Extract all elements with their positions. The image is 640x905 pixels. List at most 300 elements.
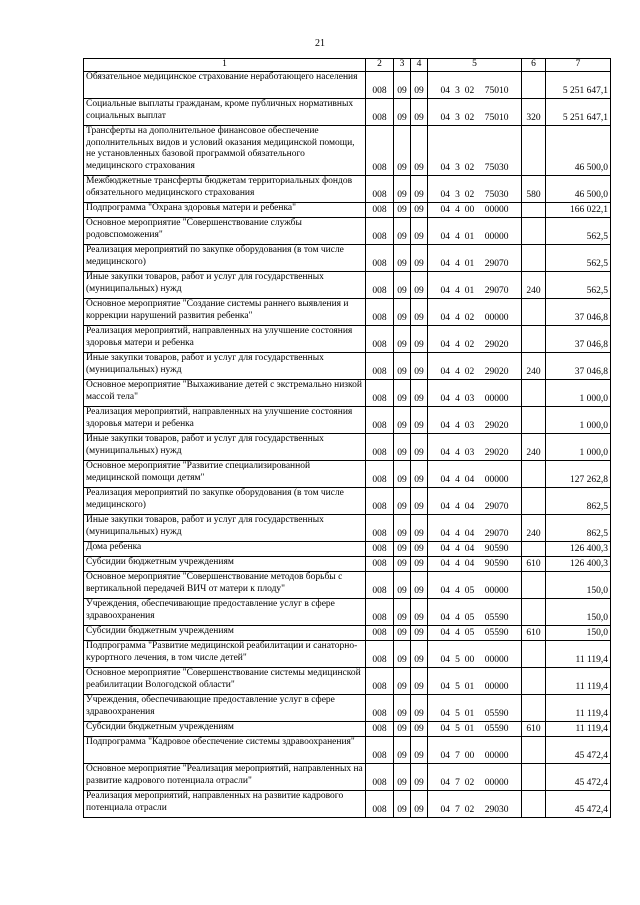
expense-type-code: 240	[522, 514, 546, 541]
col-4-code: 09	[411, 71, 428, 98]
article-code-part: 90590	[484, 559, 509, 569]
article-code-part: 04	[440, 475, 450, 485]
col-3-code: 09	[394, 514, 411, 541]
target-article-code	[428, 175, 522, 202]
amount: 166 022,1	[546, 202, 611, 217]
article-code-part: 01	[464, 286, 475, 296]
amount: 562,5	[546, 271, 611, 298]
row-name: Основное мероприятие "Совершенствование службы родовспоможения"	[84, 217, 366, 244]
article-code-part: 05590	[484, 613, 509, 623]
amount: 126 400,3	[546, 556, 611, 571]
article-code-part: 5	[455, 709, 460, 719]
header-cell: 4	[411, 59, 428, 72]
article-code-part: 4	[455, 475, 460, 485]
article-code-part: 02	[464, 190, 475, 200]
expense-type-code	[522, 667, 546, 694]
col-4-code: 09	[411, 556, 428, 571]
article-code-part: 75010	[484, 113, 509, 123]
col-3-code: 09	[394, 487, 411, 514]
article-code-part: 04	[440, 544, 450, 554]
col-2-code: 008	[366, 487, 394, 514]
col-3-code: 09	[394, 640, 411, 667]
target-article-code	[428, 625, 522, 640]
expense-type-code	[522, 325, 546, 352]
article-code-part: 02	[464, 367, 475, 377]
article-code-part: 01	[464, 724, 475, 734]
article-code-part: 00	[464, 655, 475, 665]
article-code-part: 05590	[484, 628, 509, 638]
row-name: Реализация мероприятий, направленных на развитие кадрового потенциала отрасли	[84, 790, 366, 817]
article-code-part: 04	[440, 805, 450, 815]
target-article-code	[428, 71, 522, 98]
article-code-part: 04	[440, 613, 450, 623]
col-3-code: 09	[394, 202, 411, 217]
col-3-code: 09	[394, 625, 411, 640]
header-cell: 2	[366, 59, 394, 72]
expense-type-code	[522, 379, 546, 406]
expense-type-code	[522, 736, 546, 763]
article-code-part: 04	[440, 86, 450, 96]
article-code-part: 01	[464, 259, 475, 269]
target-article-code	[428, 325, 522, 352]
col-4-code: 09	[411, 271, 428, 298]
expense-type-code	[522, 571, 546, 598]
row-name: Иные закупки товаров, работ и услуг для государственных (муниципальных) нужд	[84, 514, 366, 541]
article-code-part: 04	[440, 163, 450, 173]
col-2-code: 008	[366, 406, 394, 433]
amount: 45 472,4	[546, 790, 611, 817]
col-2-code: 008	[366, 541, 394, 556]
expense-type-code	[522, 598, 546, 625]
target-article-code	[428, 736, 522, 763]
article-code-part: 04	[440, 313, 450, 323]
target-article-code	[428, 406, 522, 433]
article-code-part: 4	[455, 448, 460, 458]
target-article-code	[428, 487, 522, 514]
amount: 11 119,4	[546, 640, 611, 667]
article-code-part: 3	[455, 163, 460, 173]
amount: 1 000,0	[546, 406, 611, 433]
expense-type-code	[522, 460, 546, 487]
article-code-part: 02	[464, 778, 475, 788]
col-2-code: 008	[366, 71, 394, 98]
col-4-code: 09	[411, 721, 428, 736]
expense-type-code: 610	[522, 625, 546, 640]
article-code-part: 04	[440, 529, 450, 539]
article-code-part: 03	[464, 421, 475, 431]
col-3-code: 09	[394, 271, 411, 298]
col-3-code: 09	[394, 175, 411, 202]
article-code-part: 29020	[484, 367, 509, 377]
article-code-part: 00000	[484, 232, 509, 242]
row-name: Иные закупки товаров, работ и услуг для государственных (муниципальных) нужд	[84, 352, 366, 379]
article-code-part: 4	[455, 502, 460, 512]
row-name: Учреждения, обеспечивающие предоставление услуг в сфере здравоохранения	[84, 598, 366, 625]
article-code-part: 04	[440, 751, 450, 761]
row-name: Иные закупки товаров, работ и услуг для государственных (муниципальных) нужд	[84, 271, 366, 298]
col-2-code: 008	[366, 694, 394, 721]
article-code-part: 7	[455, 778, 460, 788]
article-code-part: 04	[440, 586, 450, 596]
article-code-part: 4	[455, 259, 460, 269]
col-2-code: 008	[366, 325, 394, 352]
article-code-part: 05590	[484, 724, 509, 734]
table-row	[84, 721, 611, 736]
target-article-code	[428, 571, 522, 598]
col-2-code: 008	[366, 98, 394, 125]
article-code-part: 29030	[484, 805, 509, 815]
col-4-code: 09	[411, 694, 428, 721]
table-row	[84, 433, 611, 460]
article-code-part: 02	[464, 163, 475, 173]
article-code-part: 5	[455, 682, 460, 692]
col-3-code: 09	[394, 71, 411, 98]
article-code-part: 4	[455, 613, 460, 623]
article-code-part: 04	[464, 559, 475, 569]
article-code-part: 04	[440, 394, 450, 404]
target-article-code	[428, 98, 522, 125]
target-article-code	[428, 352, 522, 379]
target-article-code	[428, 667, 522, 694]
article-code-part: 4	[455, 628, 460, 638]
amount: 862,5	[546, 514, 611, 541]
amount: 150,0	[546, 571, 611, 598]
col-2-code: 008	[366, 721, 394, 736]
col-2-code: 008	[366, 763, 394, 790]
article-code-part: 3	[455, 190, 460, 200]
row-name: Субсидии бюджетным учреждениям	[84, 556, 366, 571]
row-name: Реализация мероприятий, направленных на улучшение состояния здоровья матери и ребенка	[84, 406, 366, 433]
col-4-code: 09	[411, 541, 428, 556]
article-code-part: 04	[440, 113, 450, 123]
article-code-part: 04	[440, 259, 450, 269]
expense-type-code	[522, 244, 546, 271]
amount: 46 500,0	[546, 125, 611, 175]
col-3-code: 09	[394, 125, 411, 175]
article-code-part: 05	[464, 613, 475, 623]
article-code-part: 04	[440, 682, 450, 692]
article-code-part: 04	[440, 709, 450, 719]
article-code-part: 29070	[484, 529, 509, 539]
row-name: Подпрограмма "Кадровое обеспечение системы здравоохранения"	[84, 736, 366, 763]
table-row	[84, 298, 611, 325]
col-4-code: 09	[411, 433, 428, 460]
col-4-code: 09	[411, 625, 428, 640]
expense-type-code	[522, 763, 546, 790]
col-3-code: 09	[394, 379, 411, 406]
col-4-code: 09	[411, 598, 428, 625]
article-code-part: 04	[440, 286, 450, 296]
amount: 862,5	[546, 487, 611, 514]
article-code-part: 02	[464, 113, 475, 123]
article-code-part: 75010	[484, 86, 509, 96]
target-article-code	[428, 217, 522, 244]
table-row	[84, 98, 611, 125]
table-row	[84, 541, 611, 556]
article-code-part: 00000	[484, 586, 509, 596]
article-code-part: 00000	[484, 475, 509, 485]
article-code-part: 4	[455, 205, 460, 215]
article-code-part: 04	[464, 475, 475, 485]
article-code-part: 4	[455, 367, 460, 377]
article-code-part: 75030	[484, 190, 509, 200]
article-code-part: 04	[464, 544, 475, 554]
article-code-part: 4	[455, 559, 460, 569]
col-3-code: 09	[394, 244, 411, 271]
row-name: Социальные выплаты гражданам, кроме публичных нормативных социальных выплат	[84, 98, 366, 125]
table-row	[84, 514, 611, 541]
expense-type-code	[522, 694, 546, 721]
article-code-part: 01	[464, 232, 475, 242]
amount: 37 046,8	[546, 352, 611, 379]
col-3-code: 09	[394, 721, 411, 736]
col-3-code: 09	[394, 325, 411, 352]
target-article-code	[428, 271, 522, 298]
expense-type-code	[522, 406, 546, 433]
article-code-part: 00	[464, 205, 475, 215]
expense-type-code	[522, 790, 546, 817]
article-code-part: 29070	[484, 286, 509, 296]
col-4-code: 09	[411, 98, 428, 125]
article-code-part: 01	[464, 682, 475, 692]
col-3-code: 09	[394, 556, 411, 571]
article-code-part: 04	[440, 205, 450, 215]
article-code-part: 00000	[484, 751, 509, 761]
article-code-part: 04	[440, 421, 450, 431]
col-4-code: 09	[411, 298, 428, 325]
amount: 562,5	[546, 244, 611, 271]
expense-type-code	[522, 125, 546, 175]
table-row	[84, 125, 611, 175]
col-3-code: 09	[394, 541, 411, 556]
col-4-code: 09	[411, 667, 428, 694]
table-row	[84, 556, 611, 571]
amount: 11 119,4	[546, 694, 611, 721]
article-code-part: 5	[455, 655, 460, 665]
col-4-code: 09	[411, 640, 428, 667]
target-article-code	[428, 694, 522, 721]
article-code-part: 4	[455, 529, 460, 539]
article-code-part: 00000	[484, 778, 509, 788]
article-code-part: 7	[455, 751, 460, 761]
target-article-code	[428, 514, 522, 541]
col-2-code: 008	[366, 640, 394, 667]
col-3-code: 09	[394, 694, 411, 721]
article-code-part: 29070	[484, 502, 509, 512]
col-4-code: 09	[411, 460, 428, 487]
table-row	[84, 379, 611, 406]
header-cell: 7	[546, 59, 611, 72]
header-cell: 1	[84, 59, 366, 72]
row-name: Трансферты на дополнительное финансовое обеспечение дополнительных видов и условий оказания медицинской помощи, не установленных базовой программой обязательного медицинского страхования	[84, 125, 366, 175]
article-code-part: 3	[455, 113, 460, 123]
col-4-code: 09	[411, 379, 428, 406]
article-code-part: 04	[464, 502, 475, 512]
amount: 126 400,3	[546, 541, 611, 556]
amount: 11 119,4	[546, 721, 611, 736]
table-row	[84, 667, 611, 694]
col-2-code: 008	[366, 667, 394, 694]
target-article-code	[428, 541, 522, 556]
col-3-code: 09	[394, 217, 411, 244]
expense-type-code: 240	[522, 352, 546, 379]
article-code-part: 4	[455, 340, 460, 350]
article-code-part: 00000	[484, 394, 509, 404]
col-4-code: 09	[411, 790, 428, 817]
article-code-part: 05	[464, 586, 475, 596]
row-name: Основное мероприятие "Совершенствование методов борьбы с вертикальной передачей ВИЧ от матери к плоду"	[84, 571, 366, 598]
table-row	[84, 790, 611, 817]
table-row	[84, 736, 611, 763]
header-cell: 3	[394, 59, 411, 72]
article-code-part: 00000	[484, 655, 509, 665]
amount: 11 119,4	[546, 667, 611, 694]
table-row	[84, 571, 611, 598]
target-article-code	[428, 125, 522, 175]
col-4-code: 09	[411, 736, 428, 763]
table-row	[84, 406, 611, 433]
row-name: Иные закупки товаров, работ и услуг для государственных (муниципальных) нужд	[84, 433, 366, 460]
amount: 150,0	[546, 625, 611, 640]
target-article-code	[428, 202, 522, 217]
row-name: Реализация мероприятий по закупке оборудования (в том числе медицинского)	[84, 487, 366, 514]
row-name: Учреждения, обеспечивающие предоставление услуг в сфере здравоохранения	[84, 694, 366, 721]
article-code-part: 4	[455, 586, 460, 596]
expense-type-code: 240	[522, 271, 546, 298]
target-article-code	[428, 598, 522, 625]
article-code-part: 04	[464, 529, 475, 539]
target-article-code	[428, 790, 522, 817]
col-2-code: 008	[366, 571, 394, 598]
col-4-code: 09	[411, 175, 428, 202]
col-2-code: 008	[366, 202, 394, 217]
expense-type-code	[522, 298, 546, 325]
amount: 1 000,0	[546, 433, 611, 460]
col-2-code: 008	[366, 298, 394, 325]
table-row	[84, 598, 611, 625]
article-code-part: 00000	[484, 313, 509, 323]
article-code-part: 4	[455, 544, 460, 554]
table-row	[84, 325, 611, 352]
budget-table	[83, 58, 611, 818]
article-code-part: 04	[440, 448, 450, 458]
table-row	[84, 244, 611, 271]
col-2-code: 008	[366, 736, 394, 763]
article-code-part: 04	[440, 628, 450, 638]
table-row	[84, 640, 611, 667]
article-code-part: 01	[464, 709, 475, 719]
amount: 150,0	[546, 598, 611, 625]
article-code-part: 3	[455, 86, 460, 96]
article-code-part: 4	[455, 286, 460, 296]
amount: 37 046,8	[546, 298, 611, 325]
col-3-code: 09	[394, 298, 411, 325]
col-4-code: 09	[411, 763, 428, 790]
article-code-part: 02	[464, 805, 475, 815]
amount: 45 472,4	[546, 736, 611, 763]
col-3-code: 09	[394, 736, 411, 763]
article-code-part: 4	[455, 232, 460, 242]
article-code-part: 04	[440, 340, 450, 350]
target-article-code	[428, 433, 522, 460]
col-3-code: 09	[394, 667, 411, 694]
table-row	[84, 487, 611, 514]
row-name: Субсидии бюджетным учреждениям	[84, 625, 366, 640]
row-name: Основное мероприятие "Совершенствование системы медицинской реабилитации Вологодской области"	[84, 667, 366, 694]
expense-type-code: 320	[522, 98, 546, 125]
article-code-part: 04	[440, 367, 450, 377]
col-2-code: 008	[366, 514, 394, 541]
expense-type-code	[522, 71, 546, 98]
article-code-part: 00000	[484, 682, 509, 692]
col-4-code: 09	[411, 406, 428, 433]
article-code-part: 04	[440, 778, 450, 788]
col-2-code: 008	[366, 460, 394, 487]
col-3-code: 09	[394, 460, 411, 487]
article-code-part: 04	[440, 559, 450, 569]
article-code-part: 02	[464, 313, 475, 323]
target-article-code	[428, 763, 522, 790]
article-code-part: 03	[464, 394, 475, 404]
article-code-part: 02	[464, 340, 475, 350]
col-4-code: 09	[411, 514, 428, 541]
table-row	[84, 352, 611, 379]
row-name: Подпрограмма "Развитие медицинской реабилитации и санаторно-курортного лечения, в том числе детей"	[84, 640, 366, 667]
table-row	[84, 217, 611, 244]
col-2-code: 008	[366, 625, 394, 640]
article-code-part: 00000	[484, 205, 509, 215]
col-4-code: 09	[411, 202, 428, 217]
row-name: Основное мероприятие "Выхаживание детей с экстремально низкой массой тела"	[84, 379, 366, 406]
expense-type-code	[522, 640, 546, 667]
header-cell: 6	[522, 59, 546, 72]
article-code-part: 29020	[484, 340, 509, 350]
col-3-code: 09	[394, 598, 411, 625]
expense-type-code: 240	[522, 433, 546, 460]
col-3-code: 09	[394, 790, 411, 817]
col-2-code: 008	[366, 790, 394, 817]
table-header-row	[84, 59, 611, 72]
col-3-code: 09	[394, 571, 411, 598]
col-2-code: 008	[366, 175, 394, 202]
row-name: Реализация мероприятий, направленных на улучшение состояния здоровья матери и ребенка	[84, 325, 366, 352]
page-number: 21	[315, 38, 325, 49]
col-2-code: 008	[366, 352, 394, 379]
col-3-code: 09	[394, 406, 411, 433]
article-code-part: 29070	[484, 259, 509, 269]
row-name: Основное мероприятие "Создание системы раннего выявления и коррекции нарушений развития ребенка"	[84, 298, 366, 325]
col-2-code: 008	[366, 271, 394, 298]
expense-type-code	[522, 541, 546, 556]
target-article-code	[428, 556, 522, 571]
col-4-code: 09	[411, 487, 428, 514]
article-code-part: 4	[455, 421, 460, 431]
amount: 5 251 647,1	[546, 98, 611, 125]
row-name: Основное мероприятие "Развитие специализированной медицинской помощи детям"	[84, 460, 366, 487]
expense-type-code	[522, 217, 546, 244]
col-3-code: 09	[394, 433, 411, 460]
article-code-part: 5	[455, 724, 460, 734]
target-article-code	[428, 298, 522, 325]
col-4-code: 09	[411, 244, 428, 271]
article-code-part: 29020	[484, 448, 509, 458]
col-3-code: 09	[394, 352, 411, 379]
header-cell: 5	[428, 59, 522, 72]
col-4-code: 09	[411, 325, 428, 352]
article-code-part: 4	[455, 313, 460, 323]
target-article-code	[428, 379, 522, 406]
col-2-code: 008	[366, 217, 394, 244]
